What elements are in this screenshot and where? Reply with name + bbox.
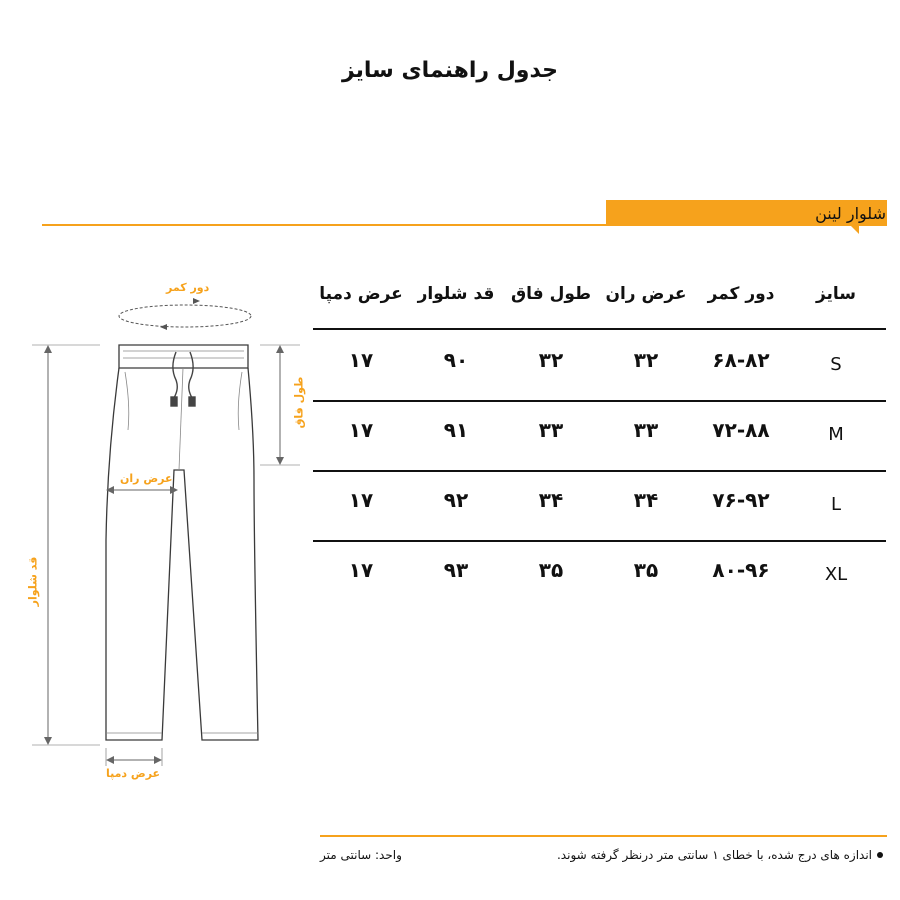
cell-hem: ۱۷ [348, 488, 374, 512]
pants-outline [106, 345, 258, 740]
size-table [313, 268, 886, 610]
tolerance-note: اندازه های درج شده، با خطای ۱ سانتی متر درنظر گرفته شوند. [556, 848, 872, 862]
cell-waist: ۶۸-۸۲ [712, 348, 770, 372]
cell-size: S [830, 354, 842, 375]
cell-rise: ۳۴ [538, 488, 564, 512]
cell-hem: ۱۷ [348, 348, 374, 372]
cell-waist: ۷۶-۹۲ [712, 488, 770, 512]
cell-hem: ۱۷ [348, 418, 374, 442]
cell-waist: ۷۲-۸۸ [712, 418, 770, 442]
cell-rise: ۳۳ [538, 418, 564, 442]
length-dimension [32, 345, 100, 745]
header-waist: دور کمر [707, 284, 775, 304]
thigh-label: عرض ران [120, 472, 173, 485]
cell-length: ۹۰ [443, 348, 469, 372]
cell-thigh: ۳۲ [633, 348, 659, 372]
waist-ellipse-icon [119, 305, 251, 327]
hem-dimension [106, 748, 162, 766]
pants-diagram [0, 270, 320, 800]
hem-label: عرض دمپا [106, 767, 161, 780]
cell-length: ۹۳ [443, 558, 469, 582]
table-row [313, 400, 886, 470]
footer-divider [320, 835, 887, 837]
cell-waist: ۸۰-۹۶ [712, 558, 770, 582]
section-label: شلوار لینن [815, 204, 886, 223]
table-row [313, 330, 886, 400]
cell-rise: ۳۲ [538, 348, 564, 372]
cell-thigh: ۳۴ [633, 488, 659, 512]
thigh-dimension [106, 486, 178, 494]
header-rise: طول فاق [510, 284, 592, 304]
cell-size: L [830, 494, 842, 515]
drawstring-icon [171, 352, 195, 406]
section-tab-notch [849, 224, 859, 234]
table-row [313, 470, 886, 540]
length-label: قد شلوار [26, 556, 40, 607]
waist-label: دور کمر [166, 281, 210, 294]
table-header [313, 268, 886, 330]
unit-label: واحد: سانتی متر [320, 848, 402, 862]
cell-thigh: ۳۳ [633, 418, 659, 442]
header-length: قد شلوار [417, 284, 495, 304]
cell-hem: ۱۷ [348, 558, 374, 582]
table-row [313, 540, 886, 610]
cell-thigh: ۳۵ [633, 558, 659, 582]
waist-arrow-icon [193, 298, 200, 304]
header-size: سایز [815, 284, 857, 304]
header-thigh: عرض ران [605, 284, 687, 304]
waist-arrow-icon [160, 324, 167, 330]
cell-rise: ۳۵ [538, 558, 564, 582]
rise-label: طول فاق [292, 376, 306, 429]
cell-size: M [828, 424, 844, 445]
header-hem: عرض دمپا [319, 284, 403, 304]
page-title: جدول راهنمای سایز [341, 58, 559, 83]
cell-size: XL [824, 564, 848, 585]
note-bullet-icon [877, 852, 883, 858]
cell-length: ۹۲ [443, 488, 469, 512]
cell-length: ۹۱ [443, 418, 469, 442]
